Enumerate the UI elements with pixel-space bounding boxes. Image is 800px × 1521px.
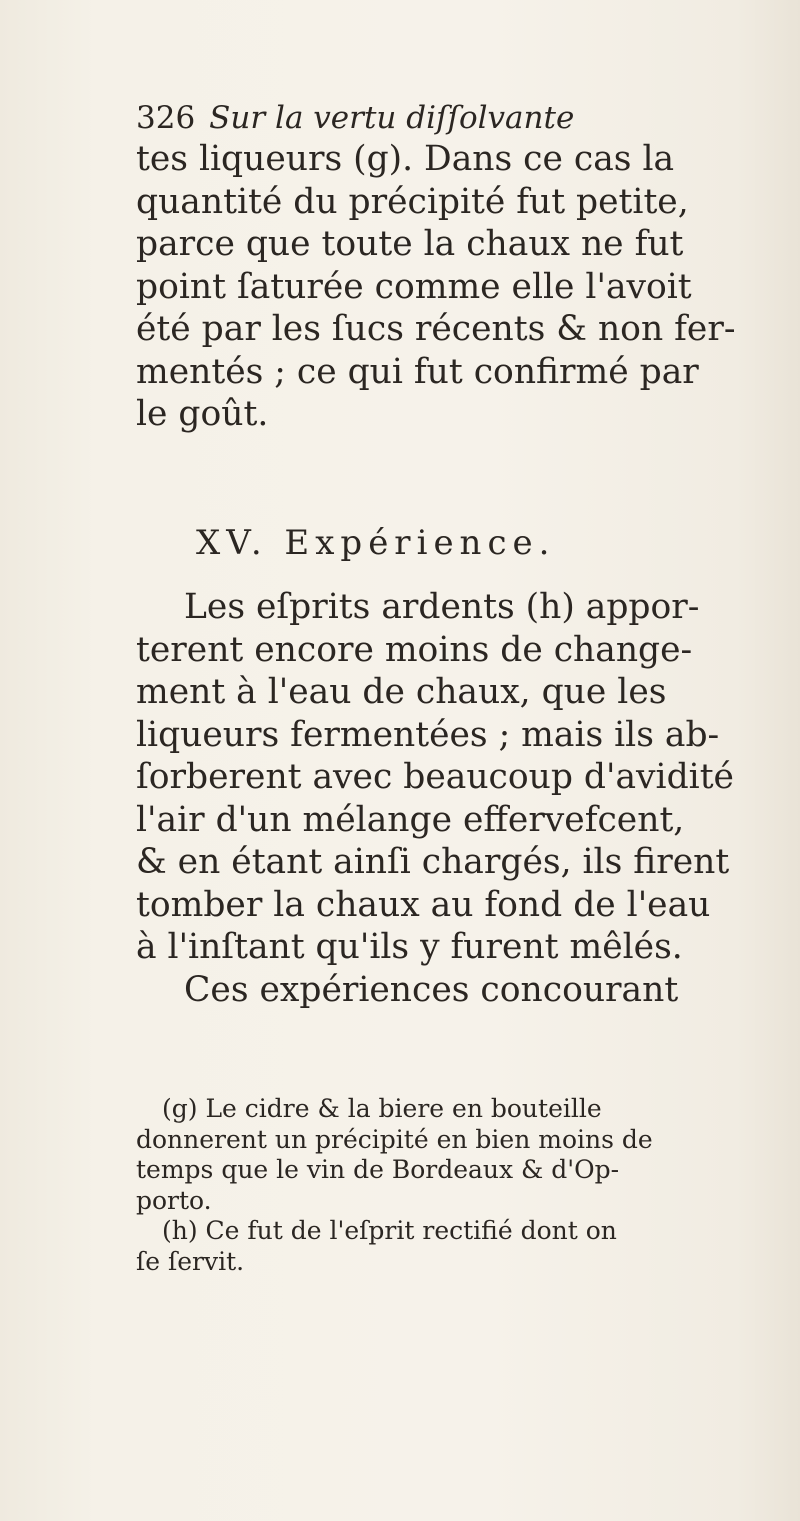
text-line: ment à l'eau de chaux, que les xyxy=(136,672,667,712)
text-line: à l'inſtant qu'ils y furent mêlés. xyxy=(136,927,683,967)
footnote-line: (g) Le cidre & la biere en bouteille xyxy=(162,1094,602,1123)
text-line: l'air d'un mélange effervefcent, xyxy=(136,799,685,840)
page-number: 326 xyxy=(136,100,196,136)
paragraph-2 xyxy=(136,586,776,1011)
text-line: parce que toute la chaux ne fut xyxy=(136,224,684,264)
page-header xyxy=(136,98,574,138)
text-line: terent encore moins de change- xyxy=(136,629,693,670)
text-line: liqueurs fermentées ; mais ils ab- xyxy=(136,714,720,755)
text-line: point ſaturée comme elle l'avoit xyxy=(136,266,692,307)
footnotes xyxy=(136,1094,786,1277)
text-line: tes liqueurs (g). Dans ce cas la xyxy=(136,139,675,179)
text-line: ſorberent avec beaucoup d'avidité xyxy=(136,757,734,797)
text-line: le goût. xyxy=(136,394,269,434)
text-line: Ces expériences concourant xyxy=(184,969,679,1010)
running-title: Sur la vertu diſſolvante xyxy=(209,100,575,136)
section-heading: XV. Expérience. xyxy=(196,523,556,563)
footnote-line: temps que le vin de Bordeaux & d'Op- xyxy=(136,1155,620,1184)
text-line: & en étant ainſi chargés, ils firent xyxy=(136,842,730,882)
footnote-line: porto. xyxy=(136,1185,212,1215)
text-line: quantité du précipité fut petite, xyxy=(136,181,689,222)
text-line: mentés ; ce qui fut confirmé par xyxy=(136,351,699,392)
footnote-line: ſe ſervit. xyxy=(136,1246,245,1276)
footnote-line: (h) Ce fut de l'eſprit rectifié dont on xyxy=(162,1216,617,1245)
footnote-line: donnerent un précipité en bien moins de xyxy=(136,1124,653,1154)
paragraph-1 xyxy=(136,138,776,436)
text-line: Les eſprits ardents (h) appor- xyxy=(184,587,700,627)
text-line: été par les ſucs récents & non fer- xyxy=(136,309,736,349)
text-line: tomber la chaux au fond de l'eau xyxy=(136,884,711,925)
